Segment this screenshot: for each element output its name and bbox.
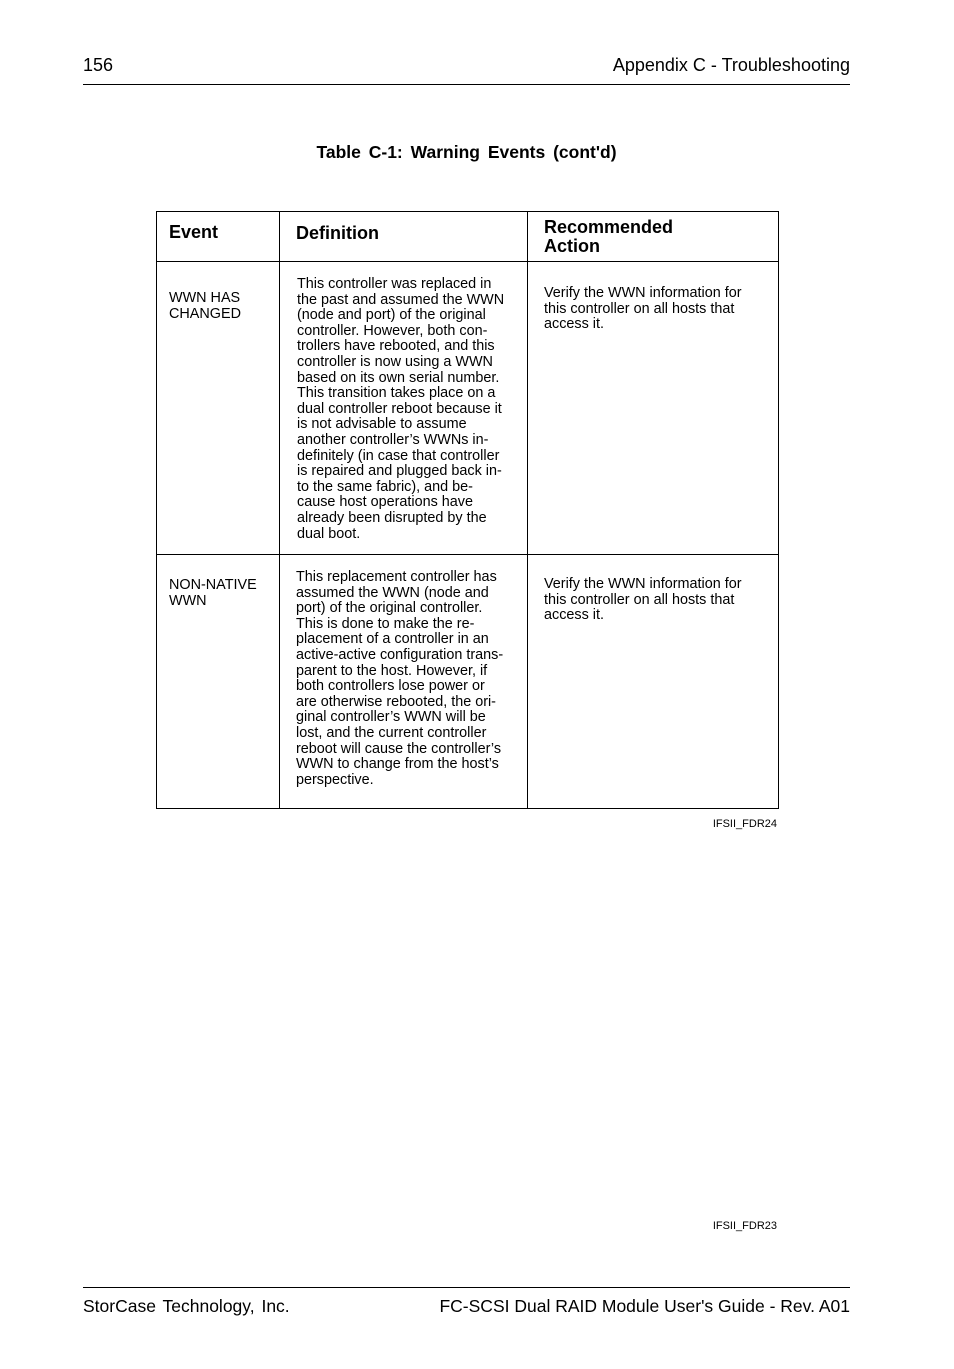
row-1-event: WWN HAS CHANGED [169, 290, 241, 322]
row-1-definition: This controller was replaced in the past and assumed the WWN (node and port) of the original controller. However, both con- trollers have rebooted, and this controller is now using a WWN based on its own serial number. This transition takes place on a dual controller reboot because it is not advisable to assume another controller’s WWNs in- definitely (in case that controller is repaired and plugged back in- to the same fabric), and be- cause host operations have already been disrupted by the dual boot. [297, 276, 505, 542]
column-header-event: Event [169, 222, 219, 242]
column-divider [279, 212, 280, 808]
figure-id-fdr24: IFSII_FDR24 [712, 818, 777, 830]
footer-guide-title: FC-SCSI Dual RAID Module User's Guide - Rev. A01 [439, 1296, 850, 1316]
footer-rule [83, 1287, 850, 1288]
row-1-action: Verify the WWN information for this controller on all hosts that access it. [544, 285, 742, 333]
row-2-event: NON-NATIVE WWN [169, 577, 257, 609]
column-header-recommended-action: Recommended Action [544, 217, 674, 256]
page-number: 156 [83, 55, 114, 75]
row-divider [157, 554, 778, 555]
table-title: Table C-1: Warning Events (cont'd) [316, 142, 617, 162]
header-row-divider [157, 261, 778, 262]
warning-events-table [156, 211, 779, 809]
figure-id-fdr23: IFSII_FDR23 [712, 1220, 777, 1232]
section-title: Appendix C - Troubleshooting [612, 55, 850, 75]
footer-company: StorCase Technology, Inc. [83, 1296, 290, 1316]
column-divider [527, 212, 528, 808]
column-header-definition: Definition [296, 223, 379, 243]
row-2-action: Verify the WWN information for this controller on all hosts that access it. [544, 576, 742, 624]
header-rule [83, 84, 850, 85]
row-2-definition: This replacement controller has assumed the WWN (node and port) of the original controller. This is done to make the re- placement of a controller in an active-active configuration trans- parent to the host. However, if both controllers lose power or are otherwise rebooted, the ori- ginal controller’s WWN will be lost, and the current controller reboot will cause the controller’s WWN to change from the host’s perspective. [296, 569, 504, 788]
